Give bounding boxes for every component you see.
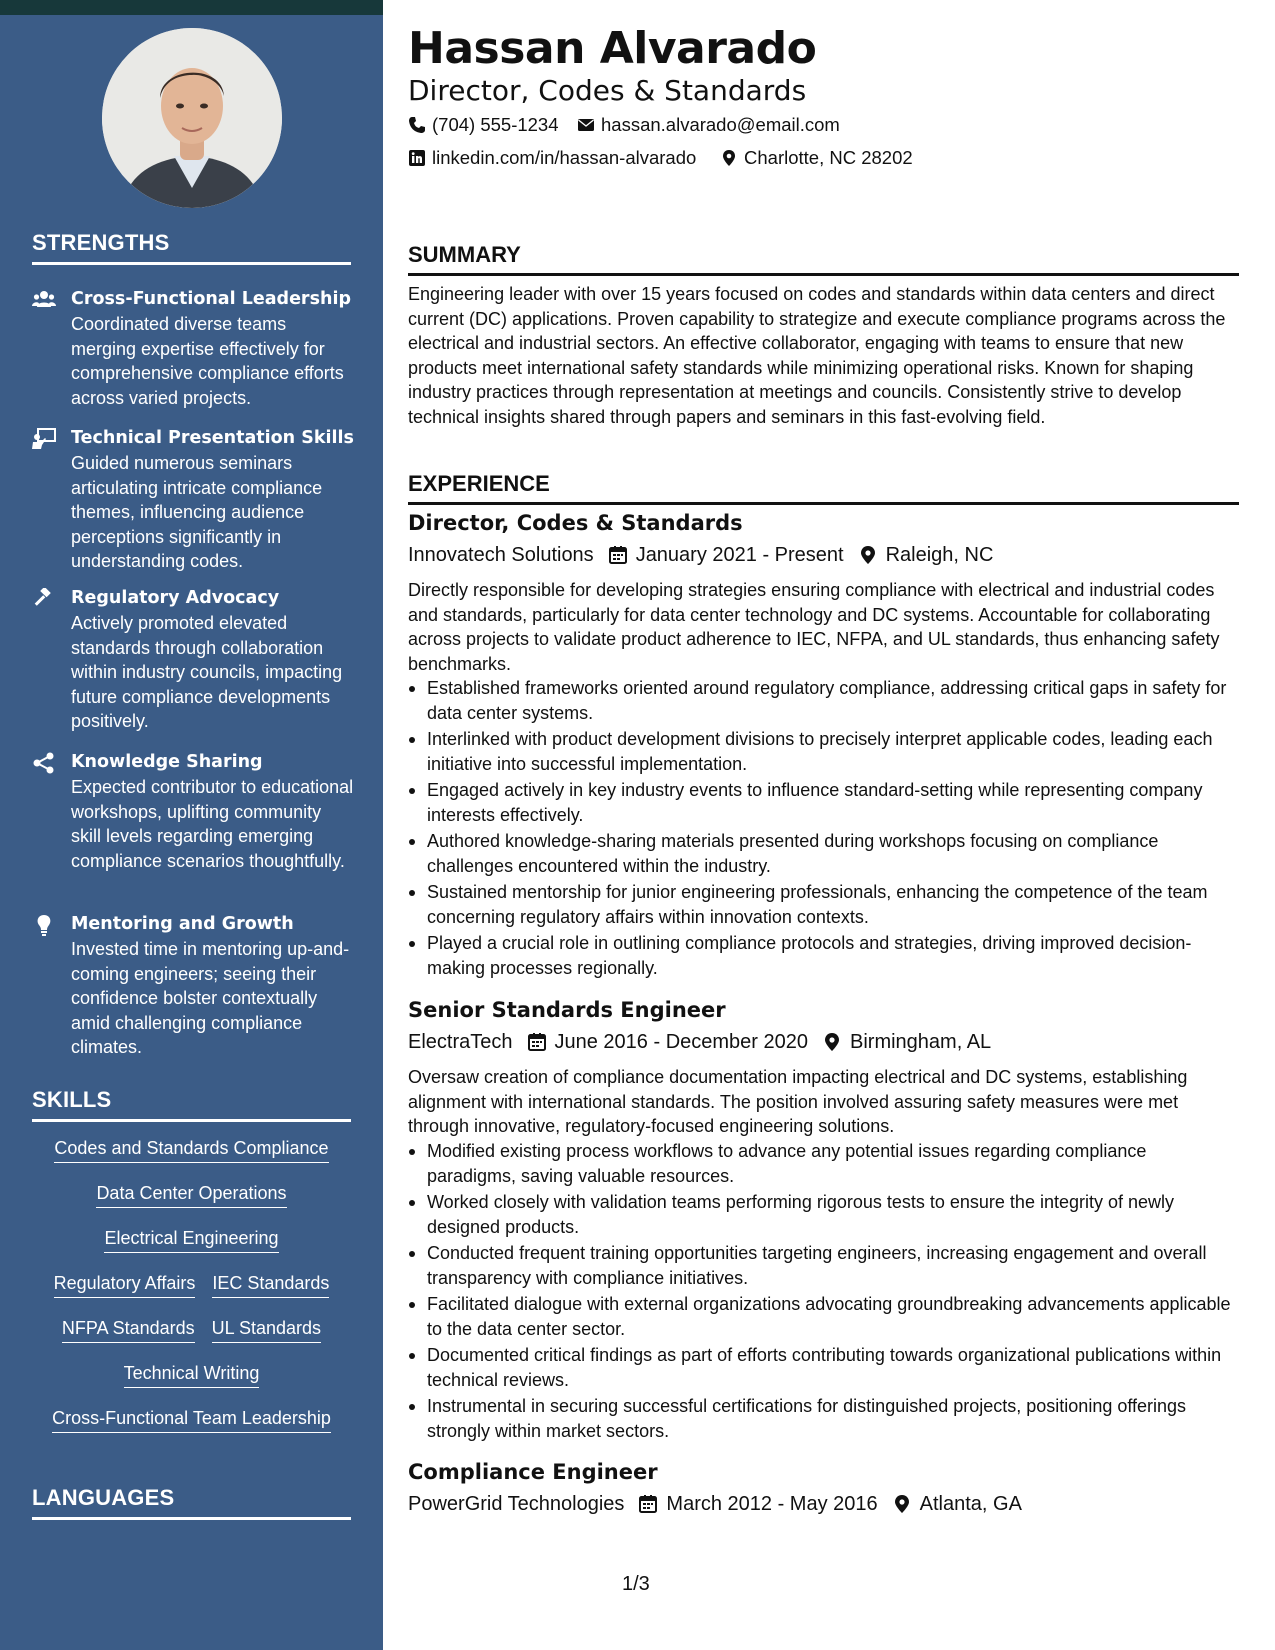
strength-description: Expected contributor to educational workshops, uplifting community skill levels regarding emerging compliance scenarios thoughtfully. xyxy=(71,777,354,871)
strengths-title: STRENGTHS xyxy=(32,230,351,265)
gavel-icon xyxy=(32,588,56,610)
profile-photo xyxy=(102,28,282,208)
list-item: Modified existing process workflows to advance any potential issues regarding compliance paradigms, saving valuable resources. xyxy=(408,1139,1240,1188)
map-pin-icon xyxy=(892,1494,912,1514)
list-item: Established frameworks oriented around regulatory compliance, addressing critical gaps in safety for data center systems. xyxy=(408,676,1240,725)
email-address[interactable]: hassan.alvarado@email.com xyxy=(601,114,840,135)
skill-row xyxy=(32,1136,351,1181)
skill-tag: Technical Writing xyxy=(124,1361,260,1388)
phone-icon xyxy=(408,116,426,134)
skill-row xyxy=(32,1226,351,1271)
strengths-section xyxy=(32,230,354,1057)
skill-tag: IEC Standards xyxy=(212,1271,329,1298)
strength-title: Technical Presentation Skills xyxy=(71,428,354,448)
strength-title: Regulatory Advocacy xyxy=(71,588,280,608)
skill-row xyxy=(32,1271,351,1316)
contact-location xyxy=(720,146,913,170)
job-dates: March 2012 - May 2016 xyxy=(666,1493,878,1515)
list-item: Documented critical findings as part of efforts contributing towards organizational publications within technical reviews. xyxy=(408,1343,1240,1392)
candidate-role: Director, Codes & Standards xyxy=(408,74,807,107)
map-pin-icon xyxy=(858,545,878,565)
avatar xyxy=(102,28,282,208)
contact-linkedin xyxy=(408,146,696,170)
strength-description: Invested time in mentoring up-and-coming engineers; seeing their confidence bolster contextually amid challenging compliance climates. xyxy=(71,939,350,1057)
job-dates: June 2016 - December 2020 xyxy=(554,1031,808,1053)
calendar-icon xyxy=(527,1032,547,1052)
envelope-icon xyxy=(577,116,595,134)
contact-email xyxy=(577,113,840,137)
users-icon xyxy=(32,289,56,311)
languages-section xyxy=(32,1485,351,1520)
list-item: Instrumental in securing successful certifications for distinguished projects, positioning offerings strongly within market sectors. xyxy=(408,1394,1240,1443)
lightbulb-icon xyxy=(32,914,56,936)
linkedin-icon xyxy=(408,149,426,167)
job-title: Compliance Engineer xyxy=(408,1460,658,1484)
candidate-name: Hassan Alvarado xyxy=(408,23,817,74)
list-item: Sustained mentorship for junior engineering professionals, enhancing the competence of the team concerning regulatory affairs within innovation contexts. xyxy=(408,880,1240,929)
skills-header xyxy=(32,1087,351,1122)
sidebar xyxy=(0,0,383,1650)
strength-title: Mentoring and Growth xyxy=(71,914,294,934)
languages-title: LANGUAGES xyxy=(32,1485,351,1520)
list-item: Worked closely with validation teams performing rigorous tests to ensure the integrity of newly designed products. xyxy=(408,1190,1240,1239)
list-item: Conducted frequent training opportunities targeting engineers, increasing engagement and overall transparency with compliance initiatives. xyxy=(408,1241,1240,1290)
map-pin-icon xyxy=(720,149,738,167)
job-location: Atlanta, GA xyxy=(919,1493,1022,1515)
location-text: Charlotte, NC 28202 xyxy=(744,147,913,168)
summary-title: SUMMARY xyxy=(408,241,1239,276)
skills-list xyxy=(32,1136,351,1451)
skill-tag: Regulatory Affairs xyxy=(54,1271,196,1298)
skill-row xyxy=(32,1361,351,1406)
skill-row xyxy=(32,1316,351,1361)
list-item: Authored knowledge-sharing materials presented during workshops focusing on compliance challenges encountered within the industry. xyxy=(408,829,1240,878)
page-number: 1/3 xyxy=(622,1573,650,1595)
job-company: Innovatech Solutions xyxy=(408,544,594,566)
job-bullets xyxy=(408,676,1240,982)
skill-tag: Electrical Engineering xyxy=(104,1226,278,1253)
strength-description: Guided numerous seminars articulating intricate compliance themes, influencing audience perceptions significantly in understanding codes. xyxy=(71,453,323,571)
calendar-icon xyxy=(638,1494,658,1514)
skill-tag: Codes and Standards Compliance xyxy=(54,1136,328,1163)
calendar-icon xyxy=(608,545,628,565)
list-item: Interlinked with product development divisions to precisely interpret applicable codes, leading each initiative into successful implementation. xyxy=(408,727,1240,776)
job-description: Oversaw creation of compliance documentation impacting electrical and DC systems, establishing alignment with international standards. The position involved assuring safety measures were met through innovative, regulatory-focused engineering solutions. xyxy=(408,1067,1188,1136)
map-pin-icon xyxy=(822,1032,842,1052)
sidebar-top-bar xyxy=(0,0,383,15)
job-meta xyxy=(408,541,993,569)
strength-description: Coordinated diverse teams merging expertise effectively for comprehensive compliance efforts across varied projects. xyxy=(71,314,344,408)
job-title: Director, Codes & Standards xyxy=(408,511,743,535)
job-location: Raleigh, NC xyxy=(885,544,994,566)
strength-title: Cross-Functional Leadership xyxy=(71,289,351,309)
phone-number: (704) 555-1234 xyxy=(432,114,559,135)
skill-tag: Cross-Functional Team Leadership xyxy=(52,1406,331,1433)
list-item: Facilitated dialogue with external organizations advocating groundbreaking advancements applicable to the data center sector. xyxy=(408,1292,1240,1341)
job-description: Directly responsible for developing strategies ensuring compliance with electrical and industrial codes and standards, particularly for data center technology and DC systems. Accountable for collaborating across projects to validate product adherence to IEC, NFPA, and UL standards, thus enhancing safety benchmarks. xyxy=(408,580,1220,674)
job-dates: January 2021 - Present xyxy=(635,544,844,566)
list-item: Played a crucial role in outlining compliance protocols and strategies, driving improved decision-making processes regionally. xyxy=(408,931,1240,980)
list-item: Engaged actively in key industry events to influence standard-setting while representing company interests effectively. xyxy=(408,778,1240,827)
job-meta xyxy=(408,1028,991,1056)
skill-tag: NFPA Standards xyxy=(62,1316,195,1343)
linkedin-url[interactable]: linkedin.com/in/hassan-alvarado xyxy=(432,147,697,168)
skill-row xyxy=(32,1406,351,1451)
job-location: Birmingham, AL xyxy=(850,1031,992,1053)
contact-phone xyxy=(408,113,559,137)
skill-tag: UL Standards xyxy=(212,1316,321,1343)
job-company: PowerGrid Technologies xyxy=(408,1493,625,1515)
share-icon xyxy=(32,752,56,774)
strength-title: Knowledge Sharing xyxy=(71,752,263,772)
skills-title: SKILLS xyxy=(32,1087,351,1122)
job-company: ElectraTech xyxy=(408,1031,513,1053)
presentation-icon xyxy=(32,428,56,450)
skill-row xyxy=(32,1181,351,1226)
job-meta xyxy=(408,1490,1022,1518)
summary-text: Engineering leader with over 15 years focused on codes and standards within data centers and direct current (DC) applications. Proven capability to strategize and execute compliance programs across the electrical and industrial sectors. An effective collaborator, engaging with teams to ensure that new products meet international safety standards while minimizing operational risks. Known for shaping industry practices through representation at meetings and councils. Consistently strive to develop technical insights shared through papers and seminars in this fast-evolving field. xyxy=(408,284,1226,427)
strength-description: Actively promoted elevated standards through collaboration within industry councils, impacting future compliance developments positively. xyxy=(71,613,343,731)
experience-title: EXPERIENCE xyxy=(408,470,1239,505)
job-title: Senior Standards Engineer xyxy=(408,998,726,1022)
skill-tag: Data Center Operations xyxy=(96,1181,286,1208)
job-bullets xyxy=(408,1139,1240,1445)
